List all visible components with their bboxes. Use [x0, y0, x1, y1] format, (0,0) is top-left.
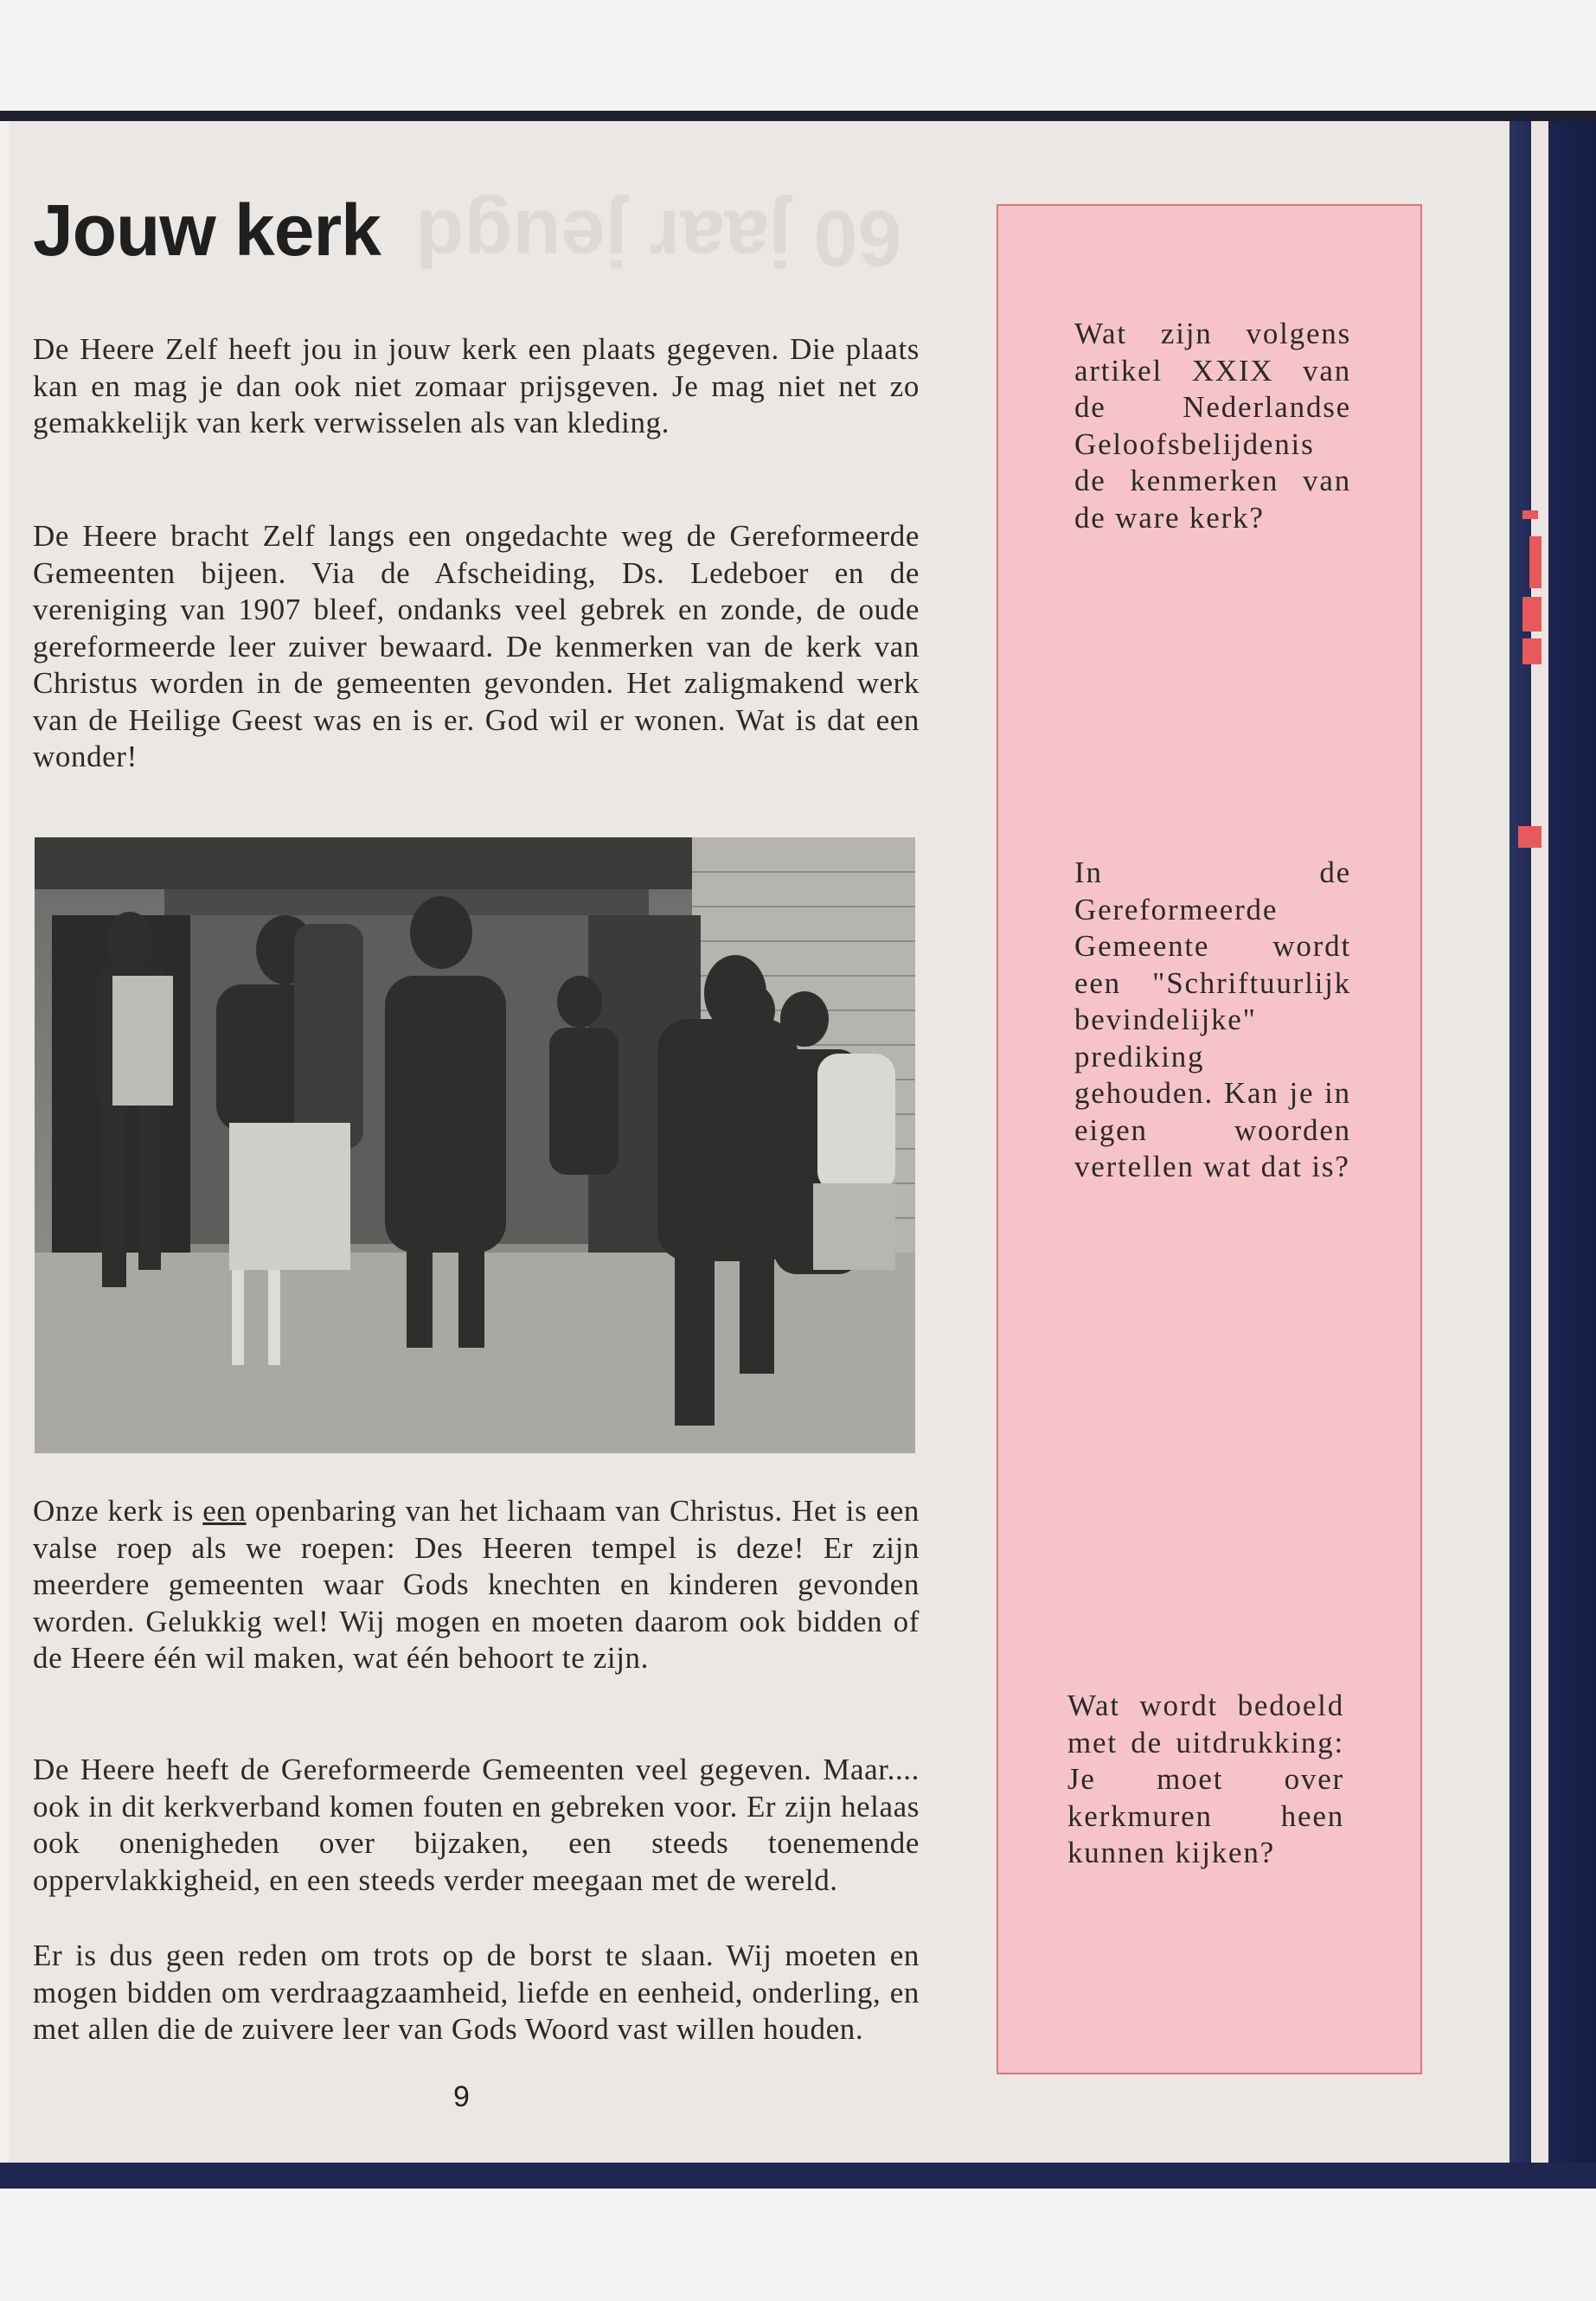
question-1: Wat zijn volgens artikel XXIX van de Nederlandse Geloofsbelijdenis de kenmerken van de ware kerk?: [1074, 317, 1351, 535]
paragraph-intro: De Heere Zelf heeft jou in jouw kerk een plaats gegeven. Die plaats kan en mag je dan ook niet zomaar prijsgeven. Je mag niet net zo gemakkelijk van kerk verwisselen als van kleding.: [33, 332, 920, 439]
page-title: Jouw kerk: [33, 189, 381, 271]
scan-top-margin: [0, 0, 1596, 112]
index-tab: [1522, 510, 1538, 519]
show-through-title: 60 jaar jeugd: [415, 194, 902, 282]
paragraph-history: De Heere bracht Zelf langs een ongedachte weg de Gereformeerde Gemeenten bijeen. Via de Afscheiding, Ds. Ledeboer en de vereniging van 1907 bleef, ondanks veel gebrek en zonde, de oude gereformeerde leer zuiver bewaard. De kenmerken van de kerk van Christus worden in de gemeenten gevonden. Het zaligmakend werk van de Heilige Geest was en is er. God wil er wonen. Wat is dat een wonder!: [33, 519, 920, 773]
question-3: Wat wordt bedoeld met de uitdrukking: Je moet over kerkmuren heen kunnen kijken?: [1067, 1689, 1344, 1869]
page-edge: [1531, 121, 1548, 2163]
index-tab: [1529, 536, 1542, 588]
index-tab: [1522, 597, 1542, 631]
page-number: 9: [453, 2080, 470, 2113]
book-cover-right: [1509, 121, 1596, 2189]
photo-group-of-youth-outside-church-icon: [35, 837, 915, 1453]
scan-bottom-margin: [0, 2189, 1596, 2301]
book-cover-edge-top: [0, 111, 1596, 121]
paragraph-body-of-christ: [33, 1493, 920, 1677]
paragraph-text: openbaring van het lichaam van Christus. Het is een valse roep als we roepen: Des Heeren tempel is deze! Er zijn meerdere gemeenten waar Gods knechten en kinderen gevonden worden. Gelukkig wel! Wij mogen en moeten daarom ook bidden of de Heere één wil maken, wat één behoort te zijn.: [33, 1494, 920, 1675]
index-tab: [1518, 826, 1542, 848]
paragraph-conclusion: Er is dus geen reden om trots op de borst te slaan. Wij moeten en mogen bidden om verdraagzaamheid, liefde en eenheid, onderling, en met allen die de zuivere leer van Gods Woord vast willen houden.: [33, 1939, 920, 2046]
question-2: In de Gereformeerde Gemeente wordt een "Schriftuurlijk bevindelijke" prediking gehouden. Kan je in eigen woorden vertellen wat dat is?: [1074, 856, 1351, 1183]
book-cover-edge-bottom: [0, 2163, 1596, 2189]
church-youth-photo: [35, 837, 915, 1453]
emphasized-word: een: [202, 1494, 247, 1528]
index-tab: [1522, 638, 1542, 664]
paragraph-faults: De Heere heeft de Gereformeerde Gemeenten veel gegeven. Maar.... ook in dit kerkverband komen fouten en gebreken voor. Er zijn helaas ook onenigheden over bijzaken, een steeds toenemende oppervlakkigheid, en een steeds verder meegaan met de wereld.: [33, 1753, 920, 1897]
paragraph-text: Onze kerk is: [33, 1494, 203, 1528]
